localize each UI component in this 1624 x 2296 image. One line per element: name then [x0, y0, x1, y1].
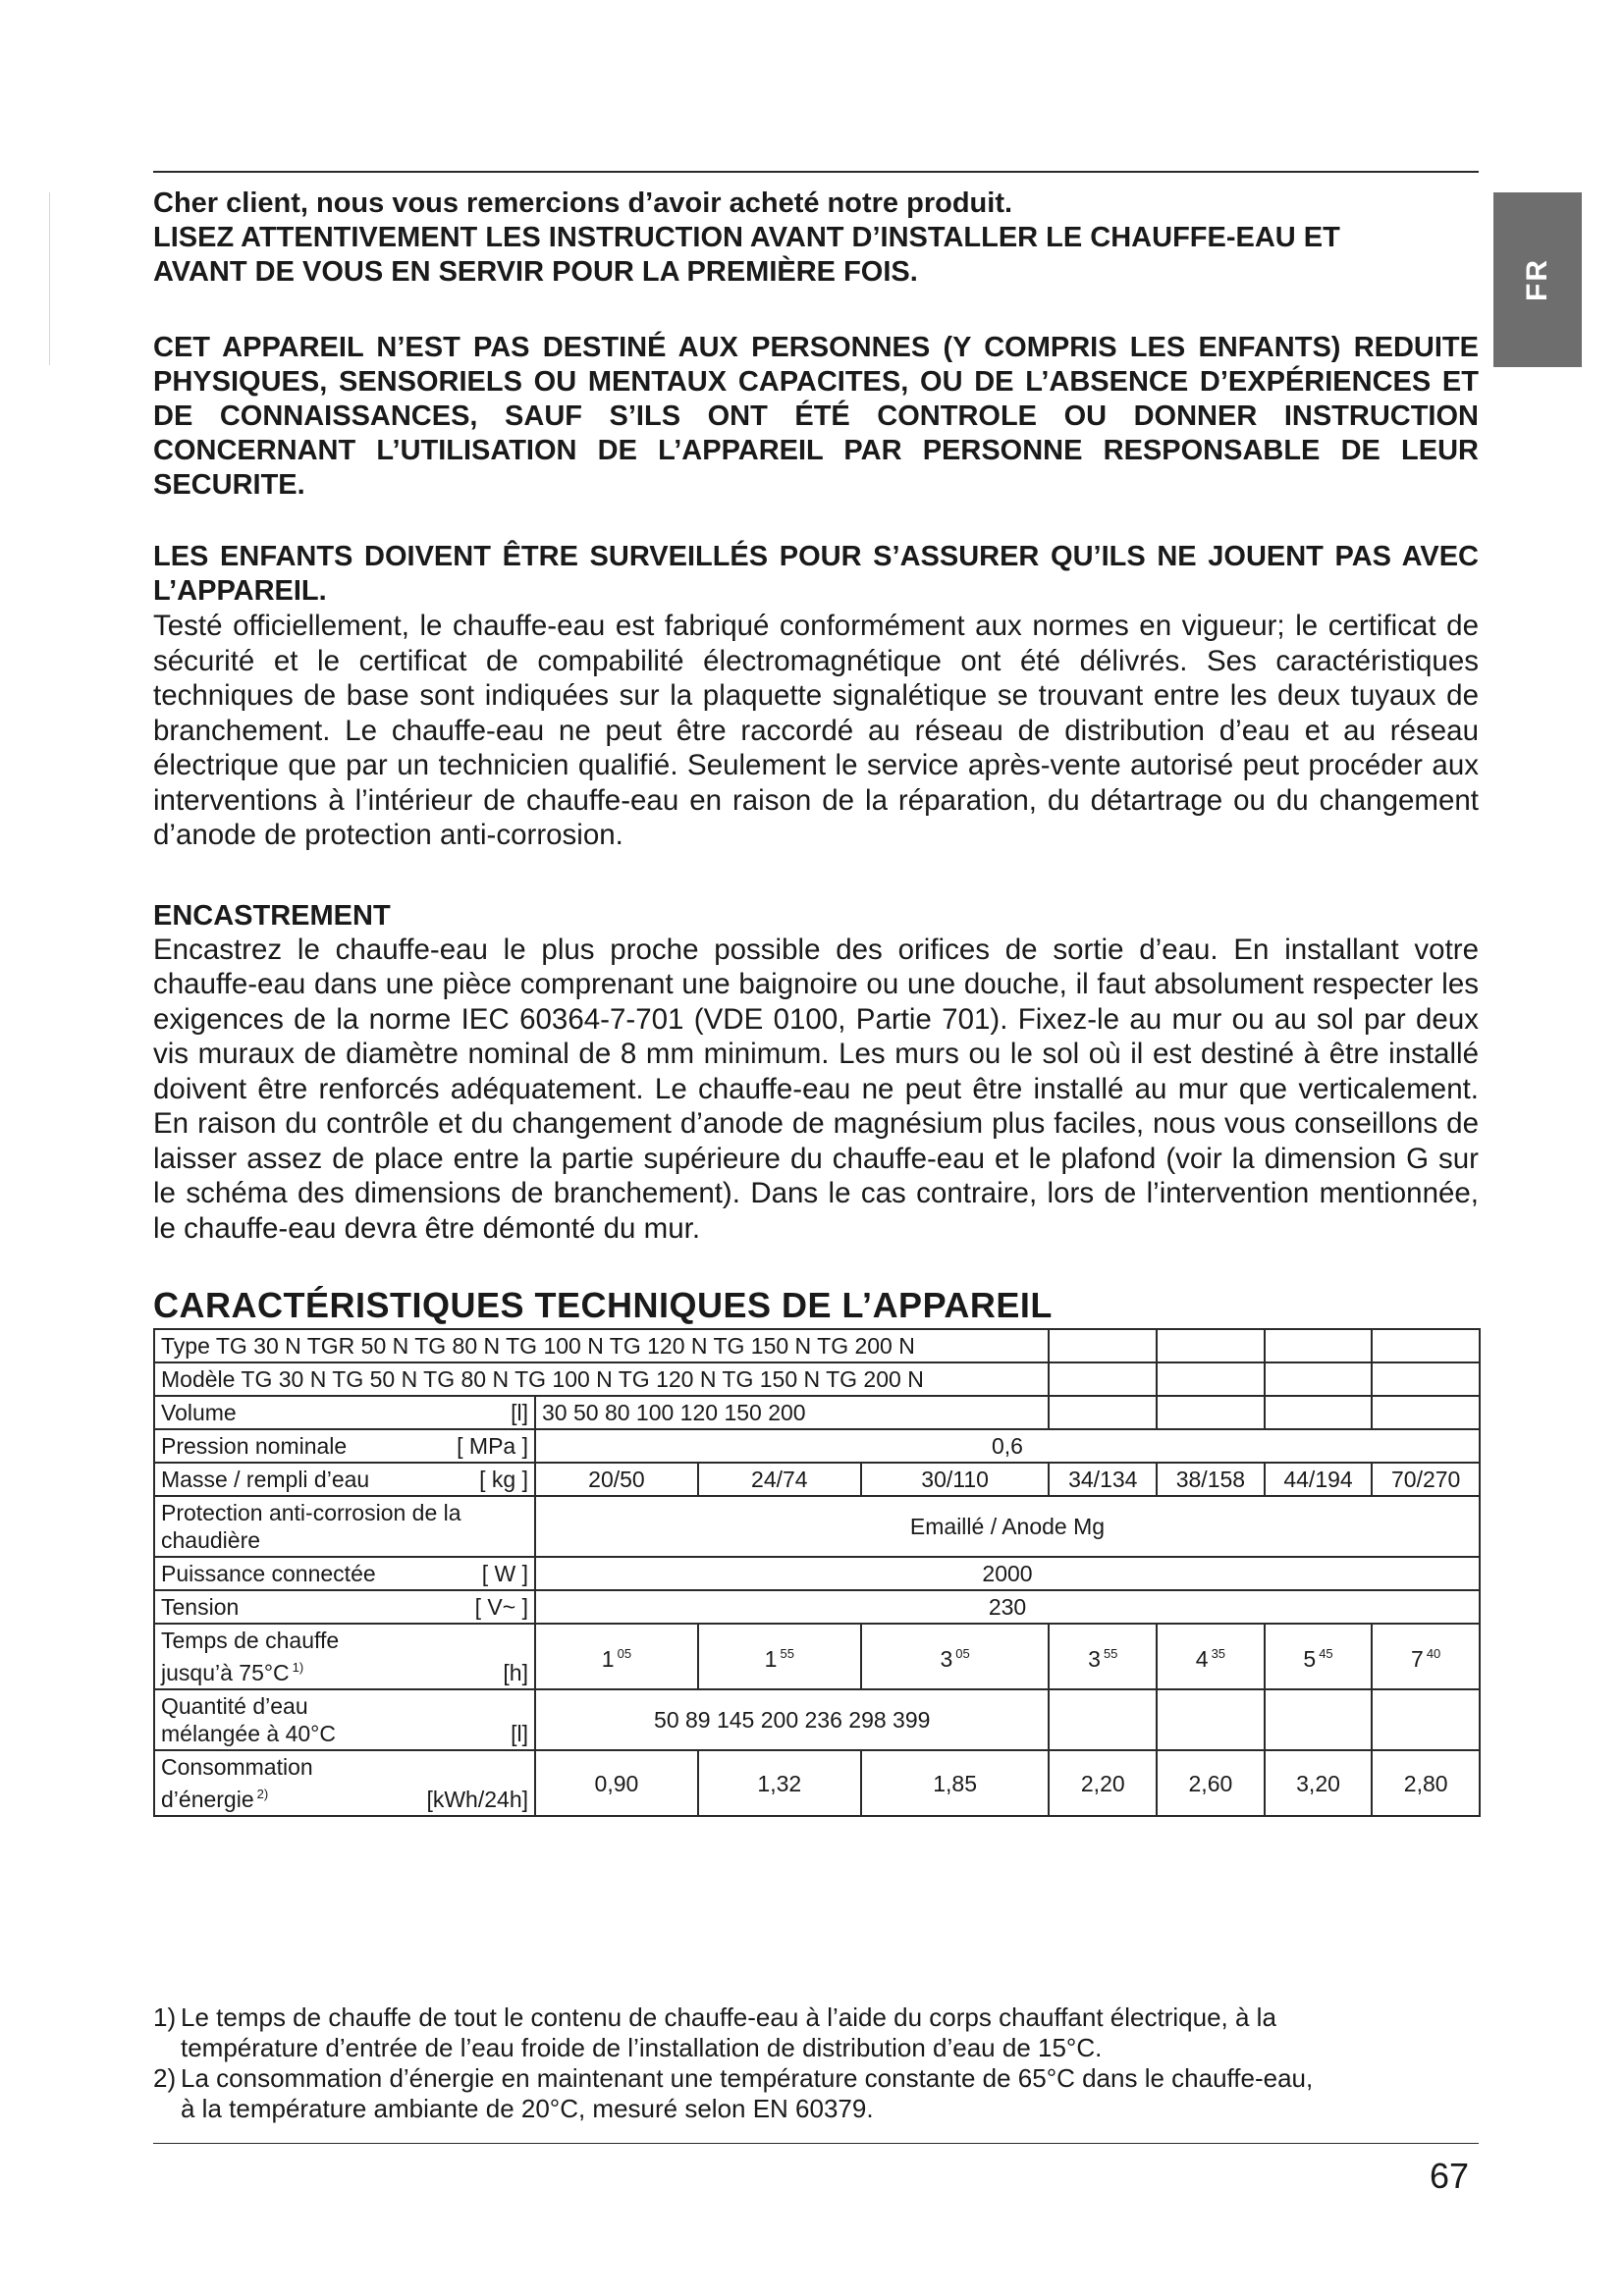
heat-unit: [h]: [503, 1660, 528, 1685]
heat-label-2: jusqu’à 75°C: [161, 1660, 290, 1685]
footnotes: [153, 2002, 1430, 2124]
energy-value: 2,80: [1372, 1750, 1480, 1816]
power-label-cell: [154, 1557, 535, 1590]
empty-cell: [1265, 1329, 1373, 1362]
mass-label: Masse / rempli d’eau: [161, 1467, 370, 1492]
heat-value: 7 $^{40}$: [1372, 1624, 1480, 1689]
energy-label-1: Consommation: [161, 1754, 313, 1780]
empty-cell: [1157, 1689, 1265, 1750]
footnote-text: La consommation d’énergie en maintenant une température constante de 65°C dans le chauffe-eau,: [181, 2063, 1314, 2093]
empty-cell: [1049, 1329, 1157, 1362]
empty-cell: [1265, 1396, 1373, 1429]
heat-footnote-ref: 1): [292, 1660, 304, 1675]
pressure-value: 0,6: [535, 1429, 1480, 1463]
table-row: [154, 1624, 1480, 1689]
heat-value: 1 $^{55}$: [698, 1624, 861, 1689]
empty-cell: [1049, 1362, 1157, 1396]
empty-cell: [1157, 1329, 1265, 1362]
encastrement-paragraph: Encastrez le chauffe-eau le plus proche possible des orifices de sortie d’eau. En installant votre chauffe-eau dans une pièce comprenant une baignoire ou une douche, il faut absolument respecter les exigences de la norme IEC 60364-7-701 (VDE 0100, Partie 701). Fixez-le au mur ou au sol par deux vis muraux de diamètre nominal de 8 mm minimum. Les murs ou le sol où il est destiné à être installé doivent être renforcés adéquatement. Le chauffe-eau ne peut être installé au mur que verticalement. En raison du contrôle et du changement d’anode de magnésium plus faciles, nous vous conseillons de laisser assez de place entre la partie supérieure du chauffe-eau et le plafond (voir la dimension G sur le schéma des dimensions de branchement). Dans le cas contraire, lors de l’intervention mentionnée, le chauffe-eau devra être démonté du mur.: [153, 933, 1479, 1245]
tension-value: 230: [535, 1590, 1480, 1624]
persons-warning: CET APPAREIL N’EST PAS DESTINÉ AUX PERSONNES (Y COMPRIS LES ENFANTS) REDUITE PHYSIQUES, SENSORIELS OU MENTAUX CAPACITES, OU DE L’ABSENCE D’EXPÉRIENCES ET DE CONNAISSANCES, SAUF S’ILS ONT ÉTÉ CONTROLE OU DONNER INSTRUCTION CONCERNANT L’UTILISATION DE L’APPAREIL PAR PERSONNE RESPONSABLE DE LEUR SECURITE.: [153, 332, 1479, 501]
energy-value: 1,32: [698, 1750, 861, 1816]
tension-unit: [ V~ ]: [474, 1594, 528, 1620]
mixed-label-2: mélangée à 40°C: [161, 1721, 336, 1746]
energy-label-cell: [154, 1750, 535, 1816]
page-number: 67: [1430, 2156, 1470, 2196]
empty-cell: [1372, 1396, 1480, 1429]
heat-value: 3 $^{55}$: [1049, 1624, 1157, 1689]
empty-cell: [1372, 1329, 1480, 1362]
table-row: [154, 1750, 1480, 1816]
heat-value: 3 $^{05}$: [861, 1624, 1050, 1689]
power-unit: [ W ]: [481, 1561, 528, 1586]
read-instructions-line-1: LISEZ ATTENTIVEMENT LES INSTRUCTION AVANT D’INSTALLER LE CHAUFFE-EAU ET: [153, 222, 1340, 253]
mass-unit: [ kg ]: [479, 1467, 528, 1492]
spec-table: [153, 1328, 1481, 1817]
model-row-cell: Modèle TG 30 N TG 50 N TG 80 N TG 100 N TG 120 N TG 150 N TG 200 N: [154, 1362, 1049, 1396]
tension-label-cell: [154, 1590, 535, 1624]
pressure-unit: [ MPa ]: [457, 1433, 528, 1459]
mixed-label-cell: [154, 1689, 535, 1750]
pressure-label: Pression nominale: [161, 1433, 348, 1459]
table-row: [154, 1396, 1480, 1429]
empty-cell: [1372, 1689, 1480, 1750]
energy-unit: [kWh/24h]: [426, 1787, 528, 1812]
heat-value: 5 $^{45}$: [1265, 1624, 1373, 1689]
type-row-cell: Type TG 30 N TGR 50 N TG 80 N TG 100 N TG 120 N TG 150 N TG 200 N: [154, 1329, 1049, 1362]
table-row: [154, 1689, 1480, 1750]
empty-cell: [1157, 1396, 1265, 1429]
energy-value: 1,85: [861, 1750, 1050, 1816]
footnote-text: à la température ambiante de 20°C, mesuré selon EN 60379.: [181, 2094, 874, 2123]
mass-value: 24/74: [698, 1463, 861, 1496]
table-row: [154, 1362, 1480, 1396]
mass-value: 30/110: [861, 1463, 1050, 1496]
table-row: [154, 1463, 1480, 1496]
mass-value: 20/50: [535, 1463, 698, 1496]
mass-value: 34/134: [1049, 1463, 1157, 1496]
energy-value: 2,60: [1157, 1750, 1265, 1816]
empty-cell: [1265, 1362, 1373, 1396]
footnote-2: [153, 2063, 1430, 2124]
table-row: [154, 1329, 1480, 1362]
page-content: [153, 187, 1479, 1817]
spec-title: CARACTÉRISTIQUES TECHNIQUES DE L’APPAREIL: [153, 1285, 1053, 1325]
table-row: [154, 1590, 1480, 1624]
energy-footnote-ref: 2): [256, 1787, 269, 1801]
read-instructions-line-2: AVANT DE VOUS EN SERVIR POUR LA PREMIÈRE FOIS.: [153, 256, 918, 288]
language-tab: [1493, 192, 1582, 367]
encastrement-title: ENCASTREMENT: [153, 899, 391, 932]
mass-value: 70/270: [1372, 1463, 1480, 1496]
children-warning: LES ENFANTS DOIVENT ÊTRE SURVEILLÉS POUR S’ASSURER QU’ILS NE JOUENT PAS AVEC L’APPAREIL.: [153, 541, 1479, 607]
table-row: [154, 1557, 1480, 1590]
mixed-label-1: Quantité d’eau: [161, 1693, 308, 1719]
empty-cell: [1049, 1689, 1157, 1750]
top-rule: [153, 171, 1479, 173]
footnote-text: Le temps de chauffe de tout le contenu de chauffe-eau à l’aide du corps chauffant électrique, à la: [181, 2002, 1276, 2032]
energy-label-2: d’énergie: [161, 1787, 254, 1812]
volume-values: 30 50 80 100 120 150 200: [535, 1396, 1049, 1429]
empty-cell: [1049, 1396, 1157, 1429]
volume-unit: [l]: [511, 1400, 528, 1425]
mixed-values: 50 89 145 200 236 298 399: [535, 1689, 1049, 1750]
protection-label: Protection anti-corrosion de la chaudière: [154, 1496, 535, 1557]
intro-paragraph: Testé officiellement, le chauffe-eau est fabriqué conformément aux normes en vigueur; le certificat de sécurité et le certificat de compabilité électromagnétique ont été délivrés. Ses caractéristiques techniques de base sont indiquées sur la plaquette signalétique se trouvant entre les deux tuyaux de branchement. Le chauffe-eau ne peut être raccordé au réseau de distribution d’eau et au réseau électrique que par un technicien qualifié. Seulement le service après-vente autorisé peut procéder aux interventions à l’intérieur de chauffe-eau en raison de la réparation, du détartrage ou du changement d’anode de protection anti-corrosion.: [153, 610, 1479, 851]
footnote-number: 1): [153, 2002, 177, 2032]
energy-value: 0,90: [535, 1750, 698, 1816]
heat-label-1: Temps de chauffe: [161, 1628, 340, 1653]
heat-label-cell: [154, 1624, 535, 1689]
pressure-label-cell: [154, 1429, 535, 1463]
empty-cell: [1265, 1689, 1373, 1750]
mass-label-cell: [154, 1463, 535, 1496]
volume-label-cell: [154, 1396, 535, 1429]
power-value: 2000: [535, 1557, 1480, 1590]
energy-value: 2,20: [1049, 1750, 1157, 1816]
bottom-rule: [153, 2143, 1479, 2144]
mass-value: 38/158: [1157, 1463, 1265, 1496]
table-row: [154, 1496, 1480, 1557]
footnote-number: 2): [153, 2063, 177, 2093]
protection-value: Emaillé / Anode Mg: [535, 1496, 1480, 1557]
thanks-line: Cher client, nous vous remercions d’avoir acheté notre produit.: [153, 187, 1013, 219]
table-row: [154, 1429, 1480, 1463]
footnote-1: [153, 2002, 1430, 2063]
language-tab-label: FR: [1521, 258, 1553, 301]
mass-value: 44/194: [1265, 1463, 1373, 1496]
energy-value: 3,20: [1265, 1750, 1373, 1816]
heat-value: 4 $^{35}$: [1157, 1624, 1265, 1689]
volume-label: Volume: [161, 1400, 237, 1425]
mixed-unit: [l]: [511, 1721, 528, 1746]
power-label: Puissance connectée: [161, 1561, 376, 1586]
empty-cell: [1372, 1362, 1480, 1396]
margin-mark: [49, 192, 50, 365]
tension-label: Tension: [161, 1594, 240, 1620]
empty-cell: [1157, 1362, 1265, 1396]
footnote-text: température d’entrée de l’eau froide de l’installation de distribution d’eau de 15°C.: [181, 2033, 1103, 2062]
heat-value: 1 $^{05}$: [535, 1624, 698, 1689]
